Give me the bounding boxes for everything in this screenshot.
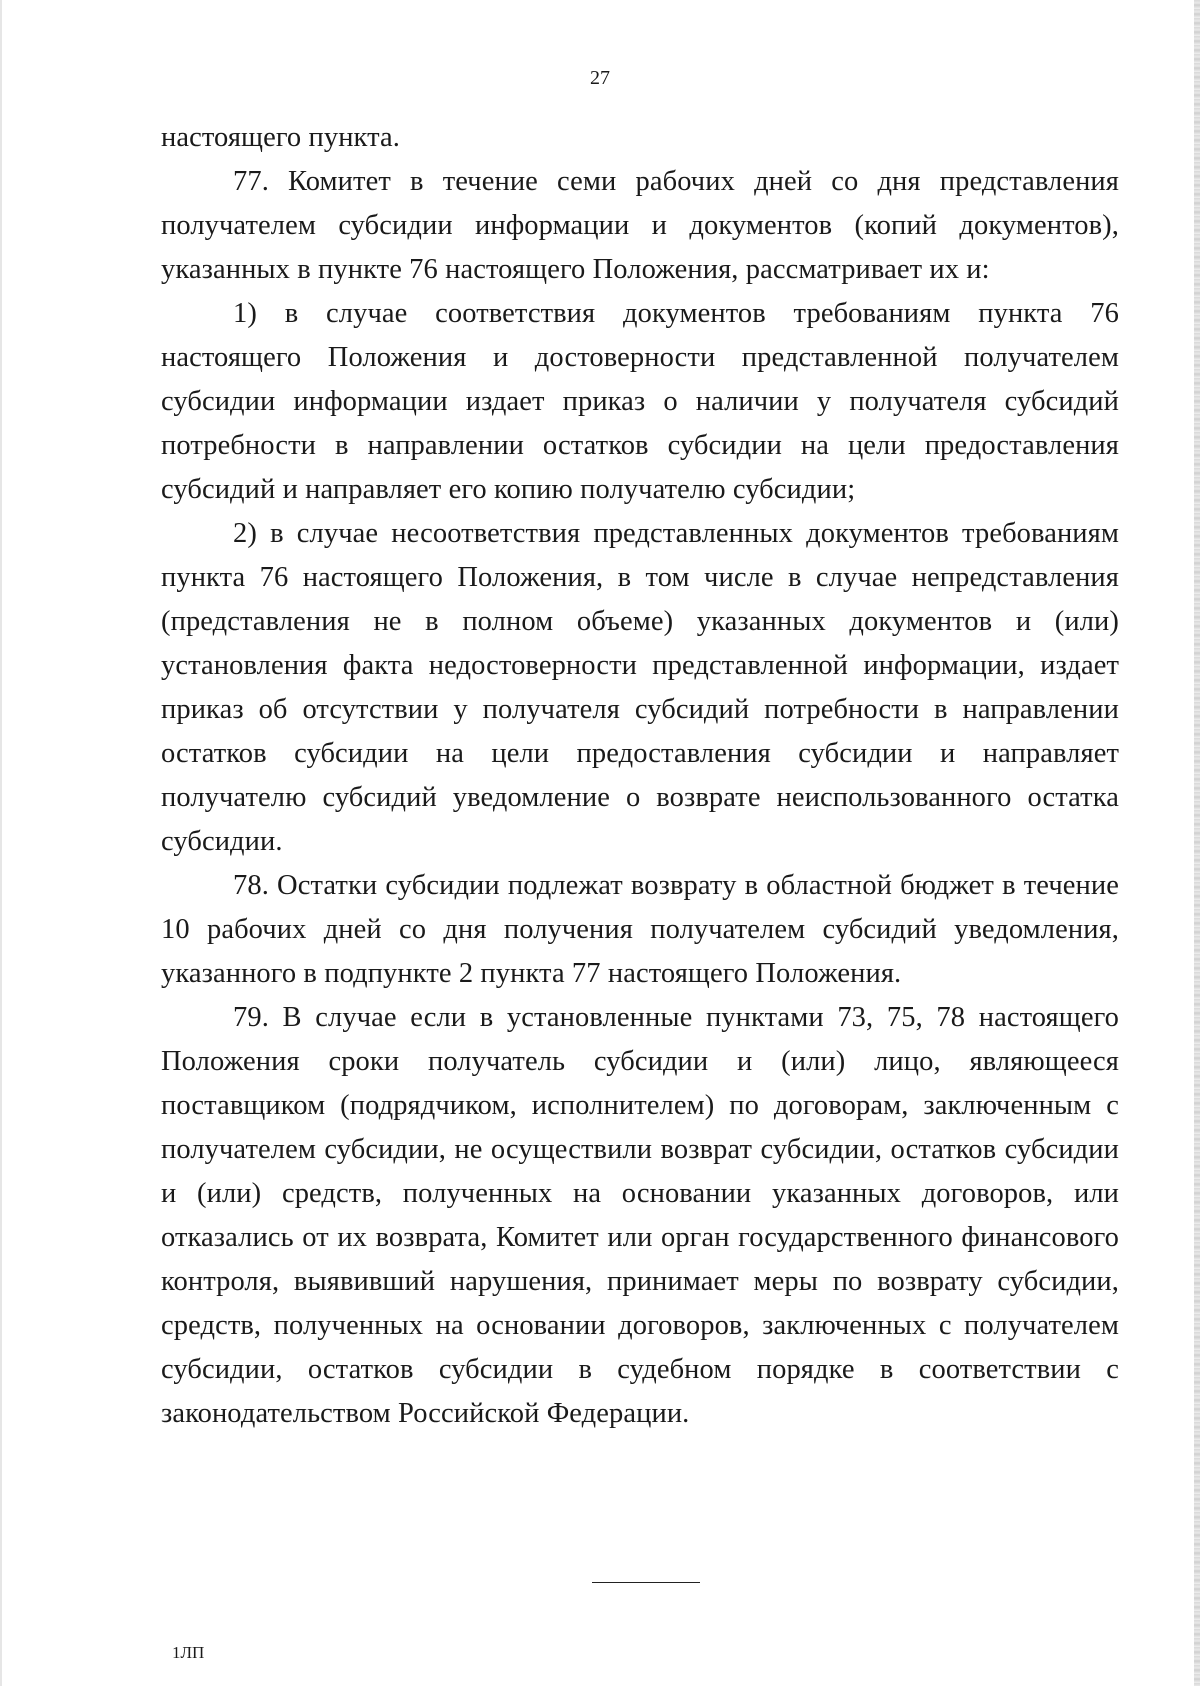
end-of-document-rule [592, 1582, 700, 1583]
page-number: 27 [590, 67, 610, 89]
footer-code: 1ЛП [172, 1643, 205, 1662]
scan-edge-right [1194, 0, 1200, 1686]
paragraph-77-subitem-2: 2) в случае несоответствия представленных документов требованиям пункта 76 настоящего Положения, в том числе в случае непредставления (представления не в полном объеме) указанных документов и (или) установления факта недостоверности представленной информации, издает приказ об отсутствии у получателя субсидий потребности в направлении остатков субсидии на цели предоставления субсидии и направляет получателю субсидий уведомление о возврате неиспользованного остатка субсидии. [161, 518, 1119, 857]
document-body [161, 116, 1119, 1436]
paragraph-continuation: настоящего пункта. [161, 122, 400, 153]
paragraph-77-subitem-1: 1) в случае соответствия документов требованиям пункта 76 настоящего Положения и достоверности представленной получателем субсидии информации издает приказ о наличии у получателя субсидий потребности в направлении остатков субсидии на цели предоставления субсидий и направляет его копию получателю субсидии; [161, 298, 1119, 505]
scan-edge-left [0, 0, 2, 1686]
paragraph-77: 77. Комитет в течение семи рабочих дней со дня представления получателем субсидии информации и документов (копий документов), указанных в пункте 76 настоящего Положения, рассматривает их и: [161, 166, 1119, 285]
paragraph-78: 78. Остатки субсидии подлежат возврату в областной бюджет в течение 10 рабочих дней со дня получения получателем субсидий уведомления, указанного в подпункте 2 пункта 77 настоящего Положения. [161, 870, 1119, 989]
paragraph-79: 79. В случае если в установленные пунктами 73, 75, 78 настоящего Положения сроки получатель субсидии и (или) лицо, являющееся поставщиком (подрядчиком, исполнителем) по договорам, заключенным с получателем субсидии, не осуществили возврат субсидии, остатков субсидии и (или) средств, полученных на основании указанных договоров, или отказались от их возврата, Комитет или орган государственного финансового контроля, выявивший нарушения, принимает меры по возврату субсидии, средств, полученных на основании договоров, заключенных с получателем субсидии, остатков субсидии в судебном порядке в соответствии с законодательством Российской Федерации. [161, 1002, 1119, 1429]
